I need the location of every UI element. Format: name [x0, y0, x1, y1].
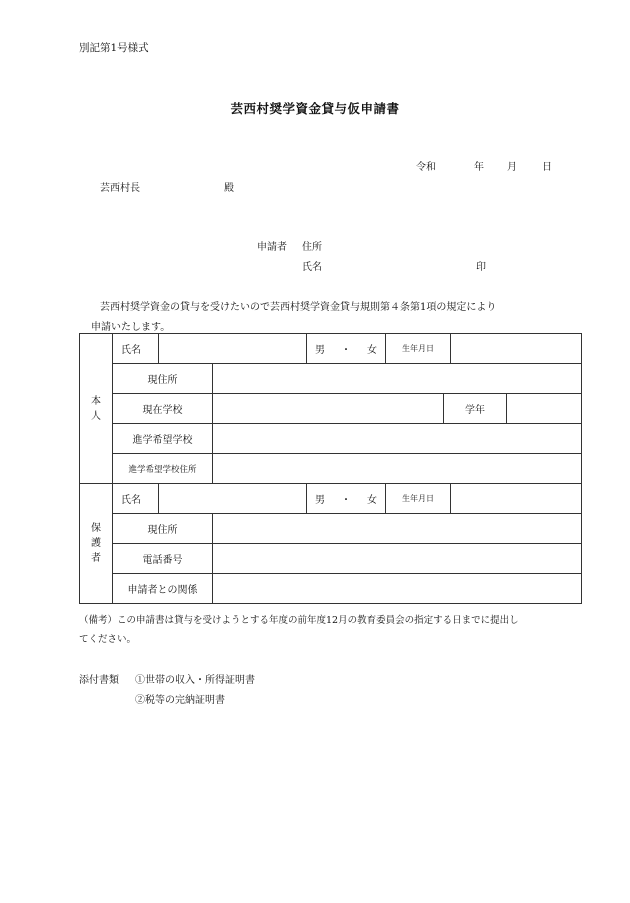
self-name-label: 氏名	[113, 334, 159, 364]
guardian-row-phone	[80, 544, 582, 574]
guardian-relation-label: 申請者との関係	[113, 574, 213, 604]
guardian-side-label	[80, 484, 113, 604]
self-desired-school-address-field[interactable]	[213, 454, 582, 484]
self-sex-field[interactable]	[307, 334, 386, 364]
guardian-phone-field[interactable]	[213, 544, 582, 574]
attachment-item-2: ②税等の完納証明書	[135, 695, 225, 706]
self-side-char-2: 人	[91, 410, 101, 422]
self-desired-school-field[interactable]	[213, 424, 582, 454]
self-desired-school-label: 進学希望学校	[113, 424, 213, 454]
application-form-table	[79, 333, 582, 604]
date-day: 日	[542, 162, 552, 173]
self-school-label: 現在学校	[113, 394, 213, 424]
guardian-row-name	[80, 484, 582, 514]
guardian-name-field[interactable]	[159, 484, 307, 514]
attachments-label: 添付書類	[79, 675, 119, 686]
self-side-label	[80, 334, 113, 484]
guardian-row-relation	[80, 574, 582, 604]
guardian-side-char-1: 保	[91, 523, 101, 534]
self-address-field[interactable]	[213, 364, 582, 394]
guardian-address-label: 現住所	[113, 514, 213, 544]
guardian-female-option[interactable]: 女	[367, 495, 377, 506]
guardian-side-char-2: 護	[91, 538, 101, 549]
self-school-field[interactable]	[213, 394, 444, 424]
self-row-school	[80, 394, 582, 424]
addressee-name: 芸西村長	[100, 183, 140, 194]
guardian-row-address	[80, 514, 582, 544]
applicant-label: 申請者	[257, 242, 287, 253]
addressee-honorific: 殿	[224, 183, 234, 194]
self-row-name	[80, 334, 582, 364]
guardian-sex-separator: ・	[341, 495, 351, 506]
guardian-relation-field[interactable]	[213, 574, 582, 604]
date-year: 年	[474, 162, 484, 173]
self-row-desired-school-address	[80, 454, 582, 484]
self-dob-field[interactable]	[451, 334, 582, 364]
self-desired-school-address-label: 進学希望学校住所	[113, 454, 213, 484]
date-era: 令和	[416, 162, 436, 173]
self-name-field[interactable]	[159, 334, 307, 364]
body-text-line-2: 申請いたします。	[91, 322, 171, 333]
guardian-male-option[interactable]: 男	[315, 495, 325, 506]
note-line-1: （備考）この申請書は貸与を受けようとする年度の前年度12月の教育委員会の指定する日までに提出し	[79, 615, 519, 626]
guardian-address-field[interactable]	[213, 514, 582, 544]
guardian-sex-field[interactable]	[307, 484, 386, 514]
self-male-option[interactable]: 男	[315, 345, 325, 356]
applicant-address-label: 住所	[302, 242, 322, 253]
guardian-dob-label: 生年月日	[386, 484, 451, 514]
document-title: 芸西村奨学資金貸与仮申請書	[230, 101, 400, 116]
form-number-label: 別記第1号様式	[79, 42, 149, 54]
self-row-address	[80, 364, 582, 394]
date-month: 月	[507, 162, 517, 173]
self-row-desired-school	[80, 424, 582, 454]
guardian-side-char-3: 者	[91, 553, 101, 564]
self-side-char-1: 本	[91, 395, 101, 407]
self-dob-label: 生年月日	[386, 334, 451, 364]
self-grade-label: 学年	[444, 394, 507, 424]
guardian-dob-field[interactable]	[451, 484, 582, 514]
guardian-name-label: 氏名	[113, 484, 159, 514]
note-line-2: てください。	[79, 634, 137, 645]
self-sex-separator: ・	[341, 345, 351, 356]
guardian-phone-label: 電話番号	[113, 544, 213, 574]
self-female-option[interactable]: 女	[367, 345, 377, 356]
seal-mark: 印	[476, 262, 486, 273]
body-text-line-1: 芸西村奨学資金の貸与を受けたいので芸西村奨学資金貸与規則第４条第1項の規定により	[100, 302, 497, 313]
self-address-label: 現住所	[113, 364, 213, 394]
applicant-name-label: 氏名	[302, 262, 322, 273]
self-grade-field[interactable]	[507, 394, 582, 424]
attachment-item-1: ①世帯の収入・所得証明書	[135, 675, 255, 686]
